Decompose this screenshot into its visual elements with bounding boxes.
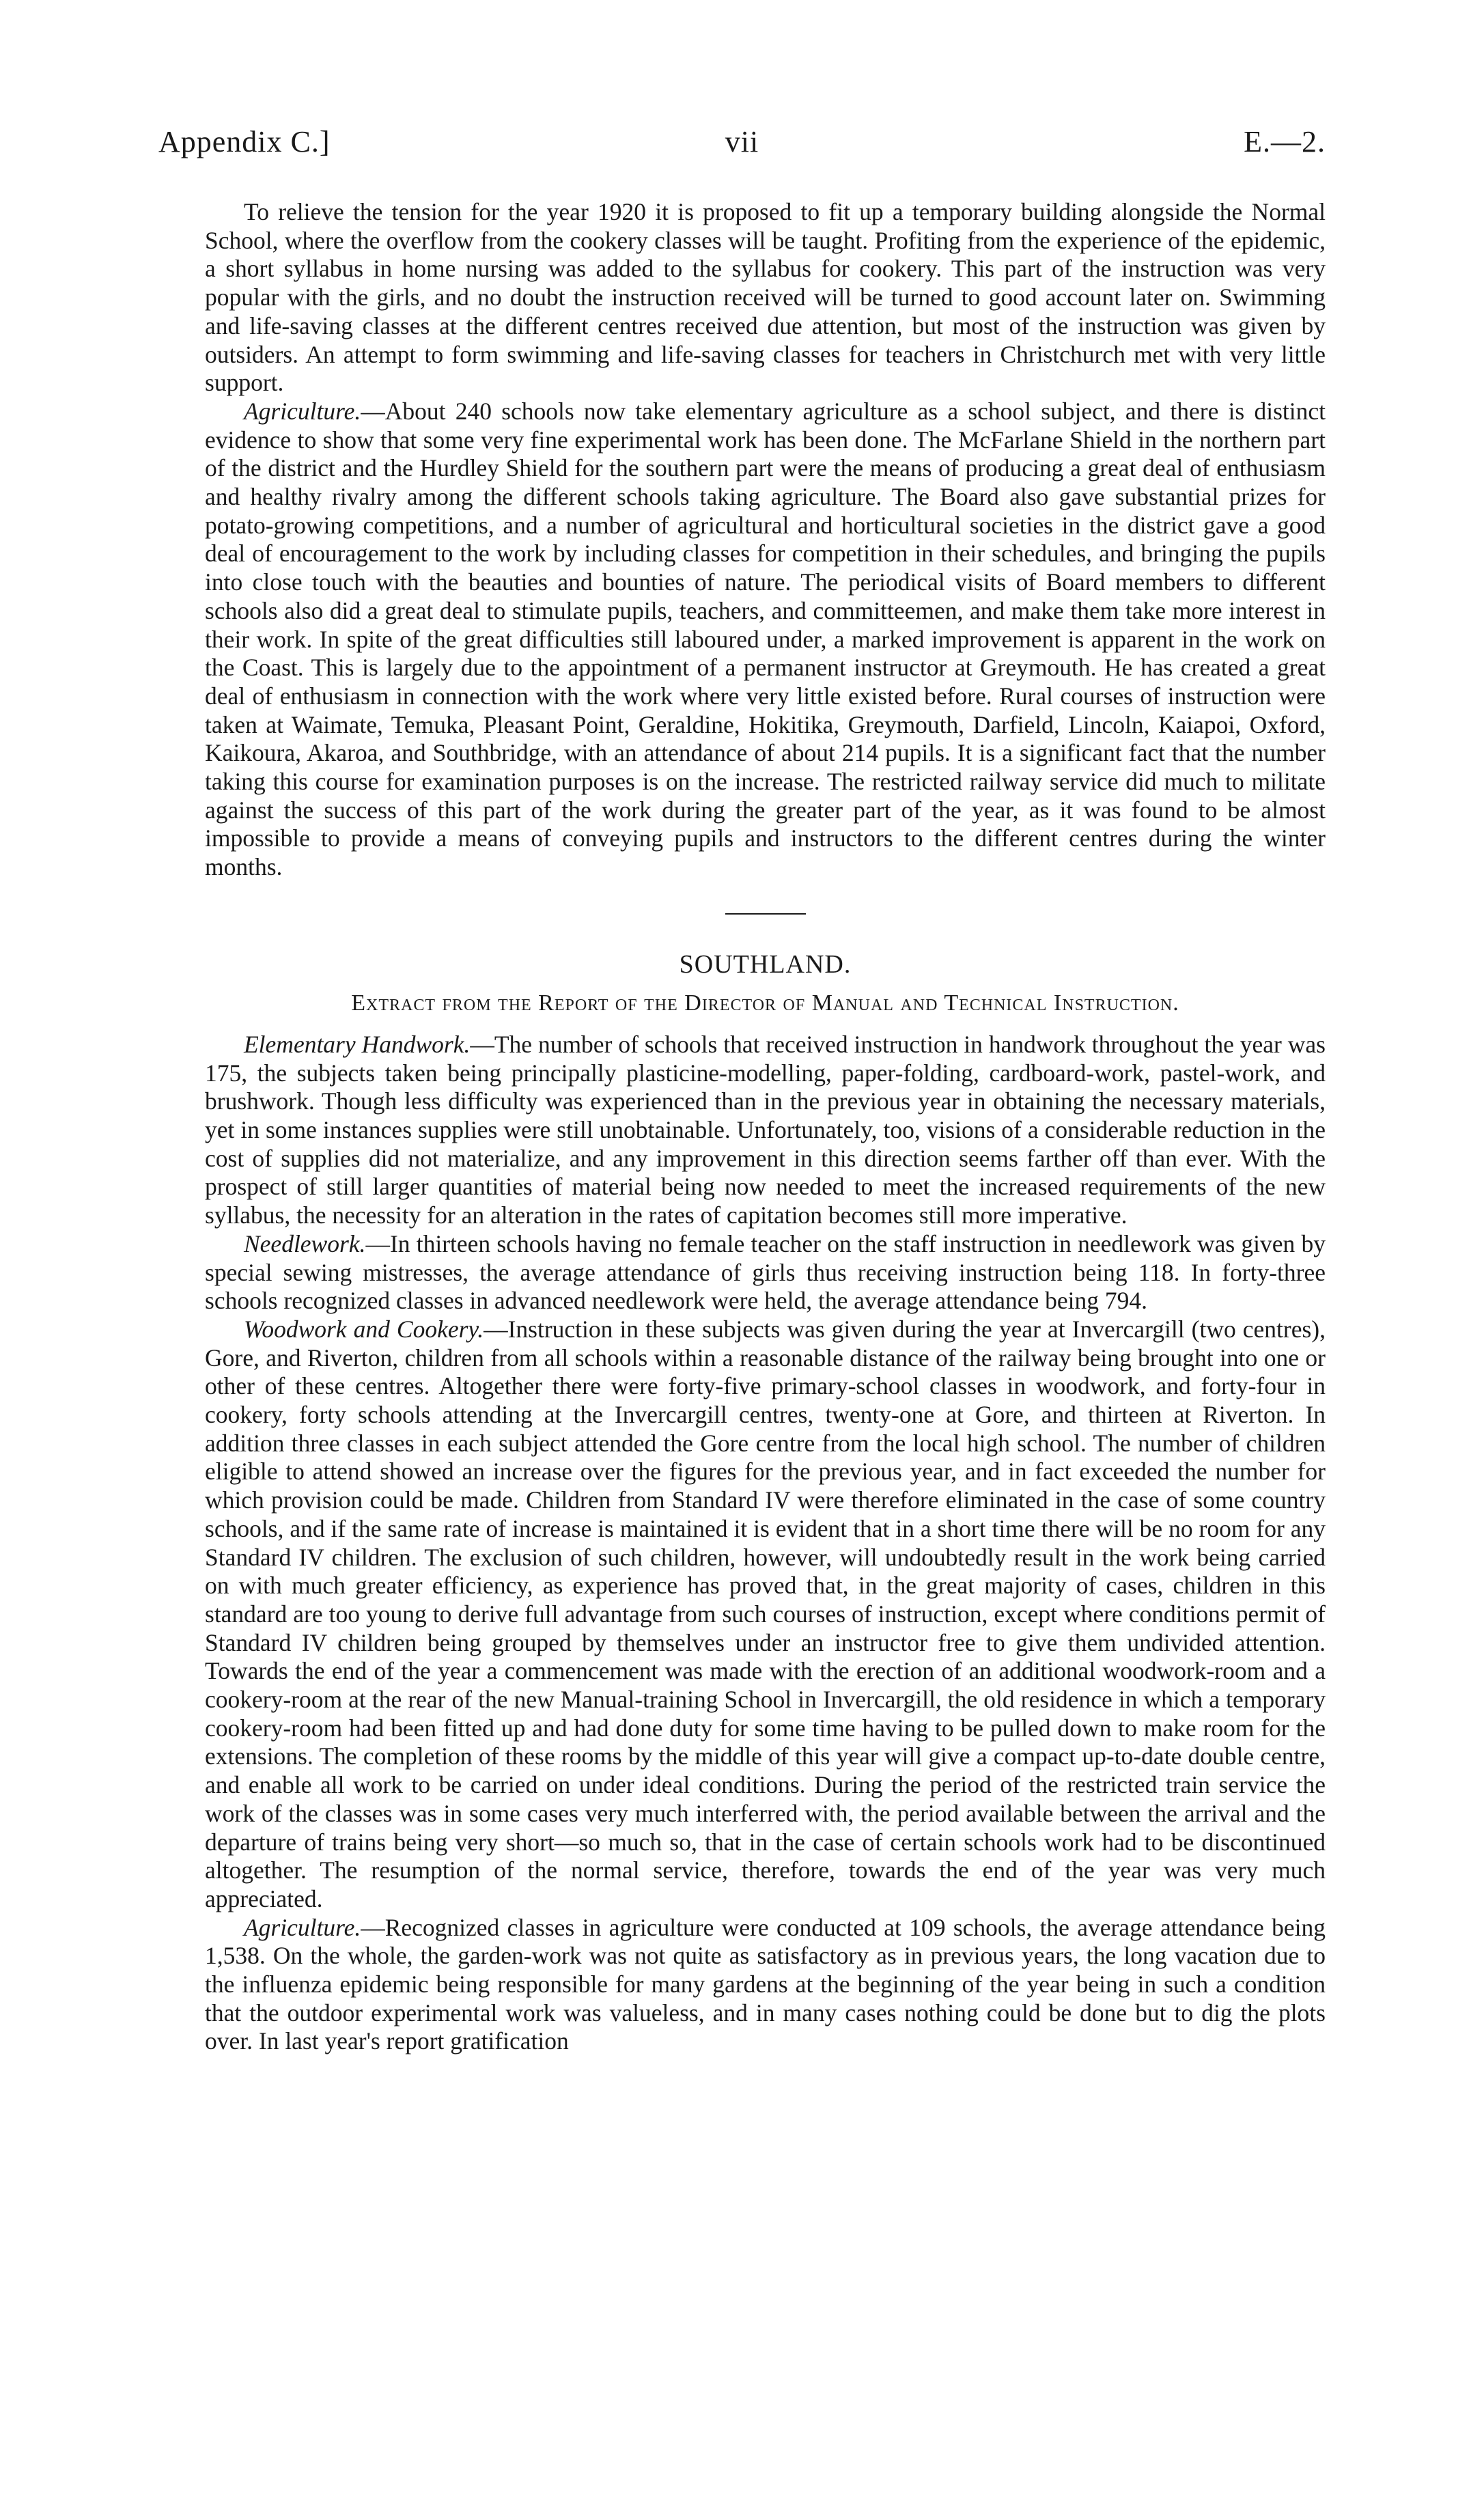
- paragraph-needlework: [205, 1230, 1326, 1315]
- paragraph-agriculture-canterbury: [205, 398, 1326, 882]
- paragraph-text: In thirteen schools having no female teacher on the staff instruction in needlework was given by special sewing mistresses, the average attendance of girls thus receiving instruction being 118. In forty-three schools recognized classes in advanced needlework were held, the average attendance being 794.: [205, 1229, 1326, 1315]
- paragraph-lead: Woodwork and Cookery.: [244, 1315, 484, 1343]
- lead-separator: —: [470, 1030, 494, 1058]
- running-header: [158, 124, 1326, 172]
- paragraph-text: About 240 schools now take elementary agriculture as a school subject, and there is distinct evidence to show that some very fine experimental work has been done. The McFarlane Shield in the northern part of the district and the Hurdley Shield for the southern part were the means of producing a great deal of enthusiasm and healthy rivalry among the different schools taking agriculture. The Board also gave substantial prizes for potato-growing competitions, and a number of agricultural and horticultural societies in the district gave a good deal of encouragement to the work by including classes for competition in their schedules, and bringing the pupils into close touch with the beauties and bounties of nature. The periodical visits of Board members to different schools also did a great deal to stimulate pupils, teachers, and committeemen, and make them take more interest in their work. In spite of the great difficulties still laboured under, a marked improvement is apparent in the work on the Coast. This is largely due to the appointment of a permanent instructor at Greymouth. He has created a great deal of enthusiasm in connection with the work where very little existed before. Rural courses of instruction were taken at Waimate, Temuka, Pleasant Point, Geraldine, Hokitika, Greymouth, Darfield, Lincoln, Kaiapoi, Oxford, Kaikoura, Akaroa, and Southbridge, with an attendance of about 214 pupils. It is a significant fact that the number taking this course for examination purposes is on the increase. The restricted railway service did much to militate against the success of this part of the work during the greater part of the year, as it was found to be almost impossible to provide a means of conveying pupils and instructors to the different centres during the winter months.: [205, 397, 1326, 881]
- paragraph-text: Recognized classes in agriculture were conducted at 109 schools, the average attendance being 1,538. On the whole, the garden-work was not quite as satisfactory as in previous years, the long vacation due to the influenza epidemic being responsible for many gardens at the beginning of the year being in such a condition that the outdoor experimental work was valueless, and in many cases nothing could be done but to dig the plots over. In last year's report gratification: [205, 1913, 1326, 2055]
- paragraph-elementary-handwork: [205, 1031, 1326, 1230]
- lead-separator: —: [484, 1315, 508, 1343]
- divider-rule: [725, 913, 806, 915]
- body-text: [205, 198, 1326, 2056]
- paragraph-text: The number of schools that received instruction in handwork throughout the year was 175, the subjects taken being principally plasticine-modelling, paper-folding, cardboard-work, pastel-work, and brushwork. Though less difficulty was experienced than in the previous year in obtaining the necessary materials, yet in some instances supplies were still unobtainable. Unfortunately, too, visions of a considerable reduction in the cost of supplies did not materialize, and any improvement in this direction seems farther off than ever. With the prospect of still larger quantities of material being now needed to meet the increased requirements of the new syllabus, the necessity for an alteration in the rates of capitation becomes still more imperative.: [205, 1030, 1326, 1229]
- page-number: vii: [725, 125, 759, 158]
- paragraph-woodwork-cookery: [205, 1315, 1326, 1914]
- paragraph-agriculture-southland: [205, 1914, 1326, 2057]
- section-divider: [205, 882, 1326, 945]
- paragraph-lead: Agriculture.: [244, 1913, 361, 1941]
- paragraph-cookery-continued: [205, 198, 1326, 398]
- paragraph-lead: Agriculture.: [244, 397, 361, 425]
- header-appendix: Appendix C.]: [158, 125, 331, 158]
- lead-separator: —: [365, 1229, 390, 1257]
- document-code: E.—2.: [1244, 125, 1326, 158]
- section-subtitle: Extract from the Report of the Director of Manual and Technical Instruction.: [351, 990, 1179, 1016]
- paragraph-lead: Needlework.: [244, 1229, 366, 1257]
- paragraph-lead: Elementary Handwork.: [244, 1030, 471, 1058]
- paragraph-text: To relieve the tension for the year 1920 it is proposed to fit up a temporary building alongside the Normal School, where the overflow from the cookery classes will be taught. Profiting from the experience of the epidemic, a short syllabus in home nursing was added to the syllabus for cookery. This part of the instruction was very popular with the girls, and no doubt the instruction received will be turned to good account later on. Swimming and life-saving classes at the different centres received due attention, but most of the instruction was given by outsiders. An attempt to form swimming and life-saving classes for teachers in Christchurch met with very little support.: [205, 198, 1326, 397]
- paragraph-text: Instruction in these subjects was given during the year at Invercargill (two centres), Gore, and Riverton, children from all schools within a reasonable distance of the railway being brought into one or other of these centres. Altogether there were forty-five primary-school classes in woodwork, and forty-four in cookery, forty schools attending at the Invercargill centres, twenty-one at Gore, and thirteen at Riverton. In addition three classes in each subject attended the Gore centre from the local high school. The number of children eligible to attend showed an increase over the figures for the previous year, and in fact exceeded the number for which provision could be made. Children from Standard IV were therefore eliminated in the case of some country schools, and if the same rate of increase is maintained it is evident that in a short time there will be no room for any Standard IV children. The exclusion of such children, however, will undoubtedly result in the work being carried on with much greater efficiency, as experience has proved that, in the great majority of cases, children in this standard are too young to derive full advantage from such courses of instruction, except where conditions permit of Standard IV children being grouped by themselves under an instructor free to give them undivided attention. Towards the end of the year a commencement was made with the erection of an additional woodwork-room and a cookery-room at the rear of the new Manual-training School in Invercargill, the old residence in which a temporary cookery-room had been fitted up and had done duty for some time having to be pulled down to make room for the extensions. The completion of these rooms by the middle of this year will give a compact up-to-date double centre, and enable all work to be carried on under ideal conditions. During the period of the restricted train service the work of the classes was in some cases very much interferred with, the period available between the arrival and the departure of trains being very short—so much so, that in the case of certain schools work had to be discontinued altogether. The resumption of the normal service, therefore, towards the end of the year was very much appreciated.: [205, 1315, 1326, 1912]
- lead-separator: —: [361, 397, 385, 425]
- section-title: SOUTHLAND.: [679, 949, 852, 979]
- lead-separator: —: [361, 1913, 385, 1941]
